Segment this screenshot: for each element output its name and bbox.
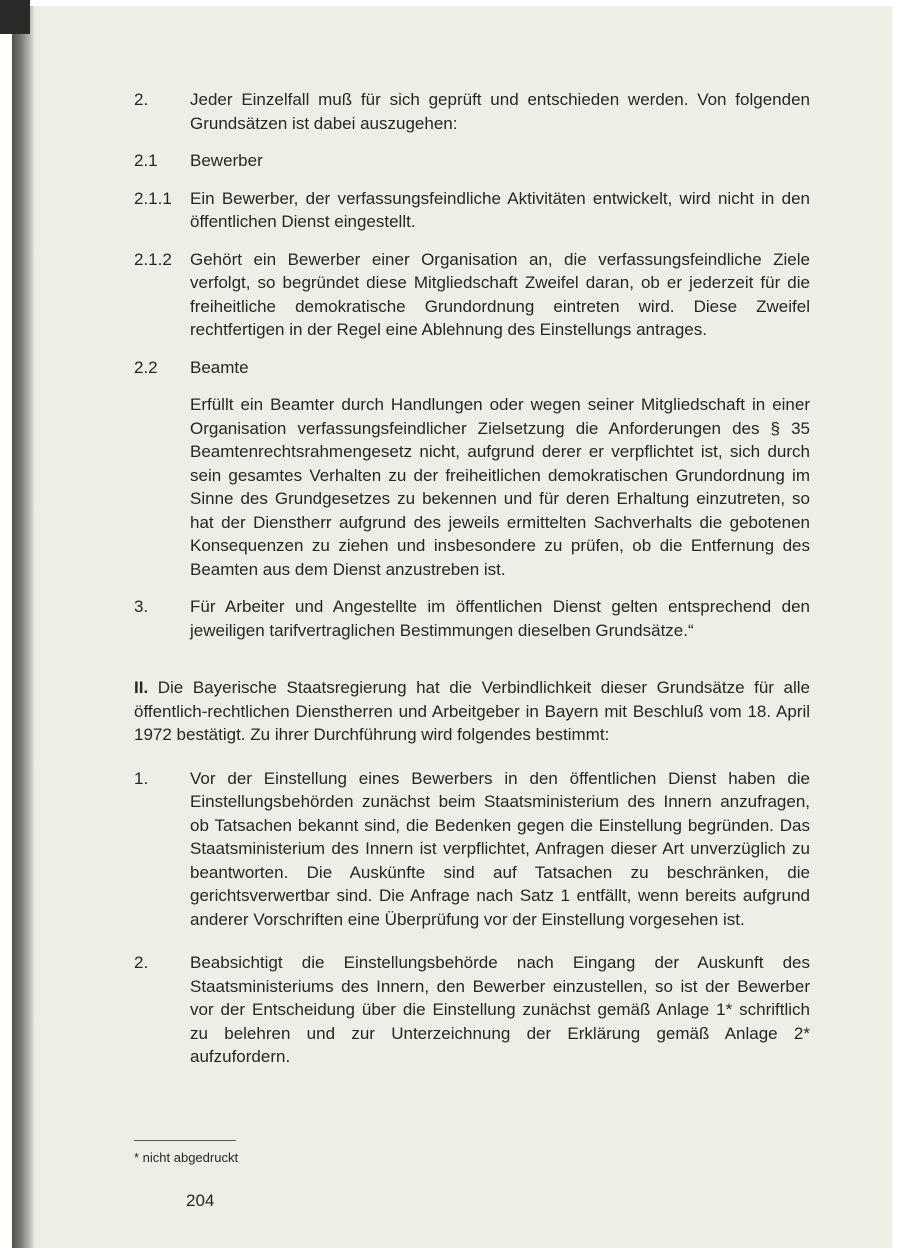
section-number: 3. [134, 597, 149, 616]
part-2-text: Die Bayerische Staatsregierung hat die Verbindlichkeit dieser Grundsätze für alle öffentlich-rechtlichen Dienstherren und Arbeitgeber in Bayern mit Beschluß vom 18. April 1972 bestätigt. Zu ihrer Durchführung wird folgendes bestimmt: [134, 678, 810, 744]
section-text: Für Arbeiter und Angestellte im öffentlichen Dienst gelten entsprechend den jeweiligen tarifvertraglichen Bestimmungen dieselben Grundsätze.“ [190, 597, 810, 640]
part-2-paragraph [134, 676, 810, 747]
point-2 [134, 951, 810, 1069]
point-text: Beabsichtigt die Einstellungsbehörde nach Eingang der Auskunft des Staatsministeriums des Innern, den Bewerber einzustellen, so ist der Bewerber vor der Entscheidung über die Einstellung zunächst gemäß Anlage 1* schriftlich zu belehren und zur Unterzeichnung der Erklärung gemäß Anlage 2* aufzufordern. [190, 953, 810, 1066]
section-2-1-2 [134, 248, 810, 342]
section-2-2-text: Erfüllt ein Beamter durch Handlungen oder wegen seiner Mitgliedschaft in einer Organisation verfassungsfeindlicher Zielsetzung die Anforderungen des § 35 Beamtenrechtsrahmengesetz nicht, aufgrund derer er verpflichtet ist, sich durch sein gesamtes Verhalten zu der freiheitlichen demokratischen Grundordnung im Sinne des Grundgesetzes zu bekennen und für deren Erhaltung einzutreten, so hat der Dienstherr aufgrund des jeweils ermittelten Sachverhalts die gebotenen Konsequenzen zu ziehen und insbesondere zu prüfen, ob die Entfernung des Beamten aus dem Dienst anzustreben ist. [190, 395, 810, 579]
part-2-marker: II. [134, 678, 149, 697]
section-text: Gehört ein Bewerber einer Organisation an, die verfassungsfeindliche Ziele verfolgt, so begründet diese Mitgliedschaft Zweifel daran, ob er jederzeit für die freiheitliche demokratische Grundordnung eintreten wird. Diese Zweifel rechtfertigen in der Regel eine Ablehnung des Einstellungs antrages. [190, 249, 810, 339]
point-1 [134, 767, 810, 932]
section-text: Ein Bewerber, der verfassungsfeindliche Aktivitäten entwickelt, wird nicht in den öffentlichen Dienst eingestellt. [190, 188, 810, 231]
binding-corner [0, 0, 30, 34]
section-number: 2.1.2 [134, 249, 172, 269]
section-number: 2.2 [134, 357, 158, 377]
section-heading: Bewerber [190, 151, 263, 170]
book-spine-shadow [12, 6, 34, 1248]
section-heading: Beamte [190, 357, 249, 377]
point-number: 2. [134, 953, 149, 972]
section-number: 2.1.1 [134, 188, 172, 208]
point-text: Vor der Einstellung eines Bewerbers in den öffentlichen Dienst haben die Einstellungsbehörden zunächst beim Staatsministerium des Innern anzufragen, ob Tatsachen bekannt sind, die Bedenken gegen die Einstellung begründen. Das Staatsministerium des Innern ist verpflichtet, Anfragen dieser Art unverzüglich zu beantworten. Die Auskünfte sind auf Tatsachen zu beschränken, die gerichtsverwertbar sind. Die Anfrage nach Satz 1 entfällt, wenn bereits aufgrund anderer Vorschriften eine Überprüfung vor der Einstellung vorgesehen ist. [190, 768, 810, 929]
section-2-2 [134, 356, 810, 380]
section-2 [134, 88, 810, 135]
footnote-divider [134, 1140, 236, 1141]
section-2-1 [134, 149, 810, 173]
document-body [134, 88, 810, 1069]
point-number: 1. [134, 768, 149, 788]
section-2-1-1 [134, 187, 810, 234]
section-number: 2. [134, 90, 149, 109]
section-text: Jeder Einzelfall muß für sich geprüft und entschieden werden. Von folgenden Grundsätzen ist dabei auszugehen: [190, 90, 810, 133]
page-number: 204 [186, 1191, 215, 1210]
section-number: 2.1 [134, 151, 158, 170]
footnote: * nicht abgedruckt [134, 1150, 239, 1165]
section-3 [134, 595, 810, 642]
